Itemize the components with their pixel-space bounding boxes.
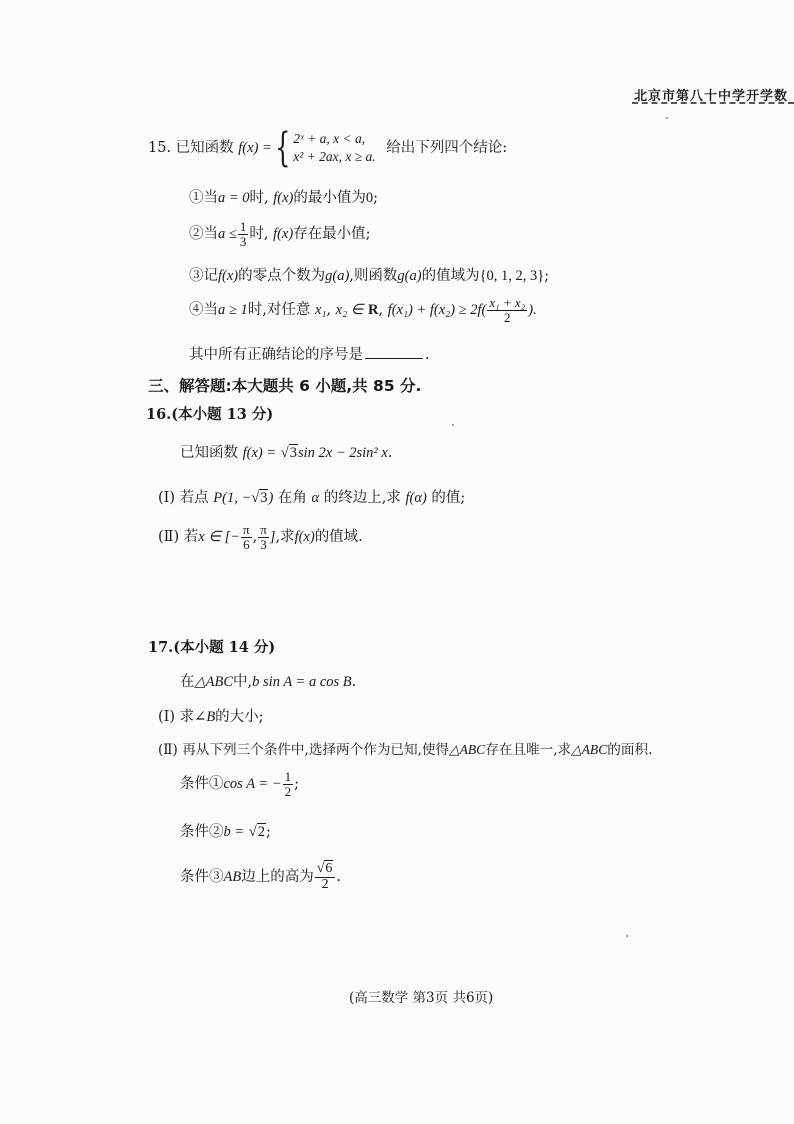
c1-end: ;: [373, 190, 379, 206]
c2-mid: 时,: [249, 226, 269, 243]
q16-p1-alpha: α: [311, 490, 320, 506]
cond2-sqrt: 2: [257, 824, 265, 840]
section-3-title: 三、解答题:本大题共 6 小题,共 85 分.: [148, 377, 422, 395]
q15-ask: [189, 343, 430, 364]
q16-p2-x: x ∈ [−: [198, 529, 241, 546]
c4-den: 2: [504, 309, 511, 325]
piecewise-cases: [293, 130, 375, 166]
c3-end: ;: [544, 268, 550, 284]
q17-part-2: [158, 738, 652, 758]
q16-p1-end: 的值;: [431, 490, 466, 506]
c4-x2: x₂ ∈: [335, 302, 364, 319]
c4-sep: ,: [326, 302, 332, 319]
cond1-end: ;: [294, 776, 299, 793]
q16-p2-end: 的值域.: [314, 529, 363, 546]
q16-p1-fa: f(α): [405, 490, 427, 506]
cond3-end: .: [336, 869, 342, 886]
q16-expr: sin 2x − 2sin² x: [297, 445, 388, 461]
q15-fx: f(x) =: [238, 140, 272, 156]
q16-p1-sqrt: 3: [260, 490, 268, 506]
c4-comma: ,: [378, 302, 384, 319]
q17-tri: △ABC: [194, 674, 234, 690]
q17-p1-B: B: [206, 709, 216, 725]
case-1: 2ˣ + a, x < a,: [293, 130, 366, 146]
q17-p2-end: 的面积.: [607, 742, 653, 758]
q17-condition-2: 条件②b = √2;: [180, 824, 271, 840]
c4-fraction: [487, 296, 527, 324]
q16-p2-fx: f(x): [294, 529, 315, 546]
q17-p2-label: (Ⅱ): [158, 742, 178, 758]
c1-post: 的最小值为: [293, 190, 366, 206]
c2-expr: f(x): [273, 226, 294, 243]
q15-tail: 给出下列四个结论:: [386, 140, 508, 156]
q15-conclusion-1: [189, 186, 378, 207]
q16-p1-mid: 在角: [277, 490, 307, 506]
c1-mid: 时,: [249, 190, 269, 206]
cond3-ab: AB: [223, 869, 242, 886]
q17-stem-end: .: [351, 674, 357, 690]
c1-cond: a = 0: [218, 190, 250, 206]
c1-pre: 当: [203, 190, 218, 206]
c4-cond: a ≥ 1: [218, 302, 248, 319]
c4-ineq: f(x₁) + f(x₂) ≥ 2f(: [387, 302, 487, 319]
c2-den: 3: [239, 233, 247, 249]
circle-1: ①: [189, 190, 204, 206]
q16-stem: 已知函数 f(x) = √3sin 2x − 2sin² x.: [180, 445, 393, 461]
scan-speck: [452, 424, 454, 426]
q15-ask-end: .: [425, 347, 430, 363]
q16-p2-n2: π: [260, 522, 267, 537]
cond1-num: 1: [284, 769, 292, 784]
q16-p2-frac-2: [258, 523, 269, 551]
q16-p2-n1: π: [243, 522, 250, 537]
cond1-den: 2: [284, 783, 292, 799]
q17-stem: [180, 670, 356, 691]
cond1-pre: 条件①: [180, 776, 224, 793]
q16-part-1: (Ⅰ) 若点 P(1, −√3) 在角 α 的终边上,求 f(α) 的值;: [158, 490, 466, 506]
q16-stem-pre: 已知函数: [180, 445, 238, 461]
q16-fx: f(x) =: [242, 445, 277, 461]
q17-condition-1: [180, 770, 299, 798]
q16-p1-close: ): [268, 490, 274, 506]
q16-p1-post: 的终边上,求: [323, 490, 401, 506]
q16-p1-label: (Ⅰ): [158, 490, 176, 506]
circle-3: ③: [189, 268, 204, 284]
c3-set: {0, 1, 2, 3}: [479, 268, 545, 284]
c3-g: g(a): [325, 268, 350, 284]
header-rule: [632, 102, 794, 104]
c3-mid: 的零点个数为: [238, 268, 326, 284]
c2-num: 1: [239, 219, 247, 234]
case-2: x² + 2ax, x ≥ a.: [293, 149, 376, 164]
q15-conclusion-4: [189, 296, 537, 324]
cond1-expr: cos A = −: [223, 776, 282, 793]
q16-p2-pre: 若: [183, 529, 199, 546]
q17-p2-tri: △ABC: [449, 742, 486, 757]
c3-post: 的值域为: [421, 268, 480, 284]
cond3-num: 6: [325, 861, 333, 876]
answer-blank: [365, 346, 423, 359]
c3-g2: g(a): [397, 268, 422, 284]
q15-conclusion-3: [189, 264, 549, 285]
q17-eq: b sin A = a cos B: [252, 674, 352, 690]
c4-mid: 时,对任意: [247, 302, 311, 319]
c3-pre: 记: [203, 268, 218, 284]
q17-condition-3: [180, 862, 341, 892]
scan-speck: [666, 117, 668, 119]
cond3-pre: 条件③: [180, 869, 224, 886]
q17-head: 17.(本小题 14 分): [148, 639, 276, 656]
q16-stem-end: .: [387, 445, 393, 461]
q16-part-2: [158, 523, 363, 551]
c2-post: 存在最小值;: [293, 226, 371, 243]
scan-speck: [626, 935, 628, 937]
q15-ask-text: 其中所有正确结论的序号是: [189, 347, 363, 363]
q16-p2-comma: ,: [252, 529, 258, 546]
q17-p1-label: (Ⅰ): [158, 709, 176, 725]
c4-close: ).: [528, 302, 537, 319]
cond2-pre: 条件②: [180, 824, 224, 840]
piecewise-brace: {: [274, 125, 291, 171]
q17-part-1: [158, 705, 264, 726]
q16-p2-d1: 6: [243, 536, 250, 552]
page-footer: (高三数学 第3页 共6页): [349, 990, 494, 1006]
c1-val: 0: [365, 190, 374, 206]
q16-head: 16.(本小题 13 分): [146, 406, 274, 423]
c1-expr: f(x): [273, 190, 294, 206]
cond3-fraction: $\frac{√6}{2}$: [315, 862, 336, 892]
q16-p1-pre: 若点: [179, 490, 209, 506]
q17-p2-pre: 再从下列三个条件中,选择两个作为已知,使得: [182, 742, 450, 758]
q15-conclusion-2: [189, 220, 371, 248]
c2-fraction: [238, 220, 249, 248]
c2-cond: a ≤: [218, 226, 237, 243]
q15-number: 15.: [148, 140, 172, 156]
q16-p2-frac-1: [241, 523, 252, 551]
cond2-end: ;: [266, 824, 271, 840]
circle-2: ②: [189, 226, 204, 243]
cond1-fraction: [283, 770, 294, 798]
c4-pre: 当: [203, 302, 218, 319]
circle-4: ④: [189, 302, 204, 319]
q16-p2-label: (Ⅱ): [158, 529, 180, 546]
school-header: 北京市第八十中学开学数: [634, 89, 789, 104]
cond3-den: 2: [321, 876, 329, 892]
q15-stem: [148, 125, 508, 171]
cond2-expr: b =: [223, 824, 245, 840]
q16-p2-close: ]: [269, 529, 276, 546]
q16-p1-point: P(1, −: [213, 490, 252, 506]
q17-p2-mid: 存在且唯一,求: [485, 742, 572, 758]
q17-p1-text: 求∠: [179, 709, 207, 725]
c3-mid2: ,则函数: [349, 268, 398, 284]
q17-stem-pre: 在: [180, 674, 195, 690]
c2-pre: 当: [203, 226, 218, 243]
cond3-mid: 边上的高为: [241, 869, 314, 886]
c4-reals: R: [367, 302, 379, 319]
c3-expr: f(x): [218, 268, 239, 284]
c4-num: x₁ + x₂: [489, 295, 526, 310]
q16-sqrt: 3: [289, 445, 297, 461]
q17-p2-tri2: △ABC: [571, 742, 608, 757]
q16-p2-post: ,求: [275, 529, 295, 546]
q15-intro: 已知函数: [175, 140, 234, 156]
c4-x1: x₁: [314, 302, 327, 319]
q16-p2-d2: 3: [260, 536, 267, 552]
q17-stem-mid: 中,: [233, 674, 253, 690]
q17-p1-end: 的大小;: [215, 709, 264, 725]
